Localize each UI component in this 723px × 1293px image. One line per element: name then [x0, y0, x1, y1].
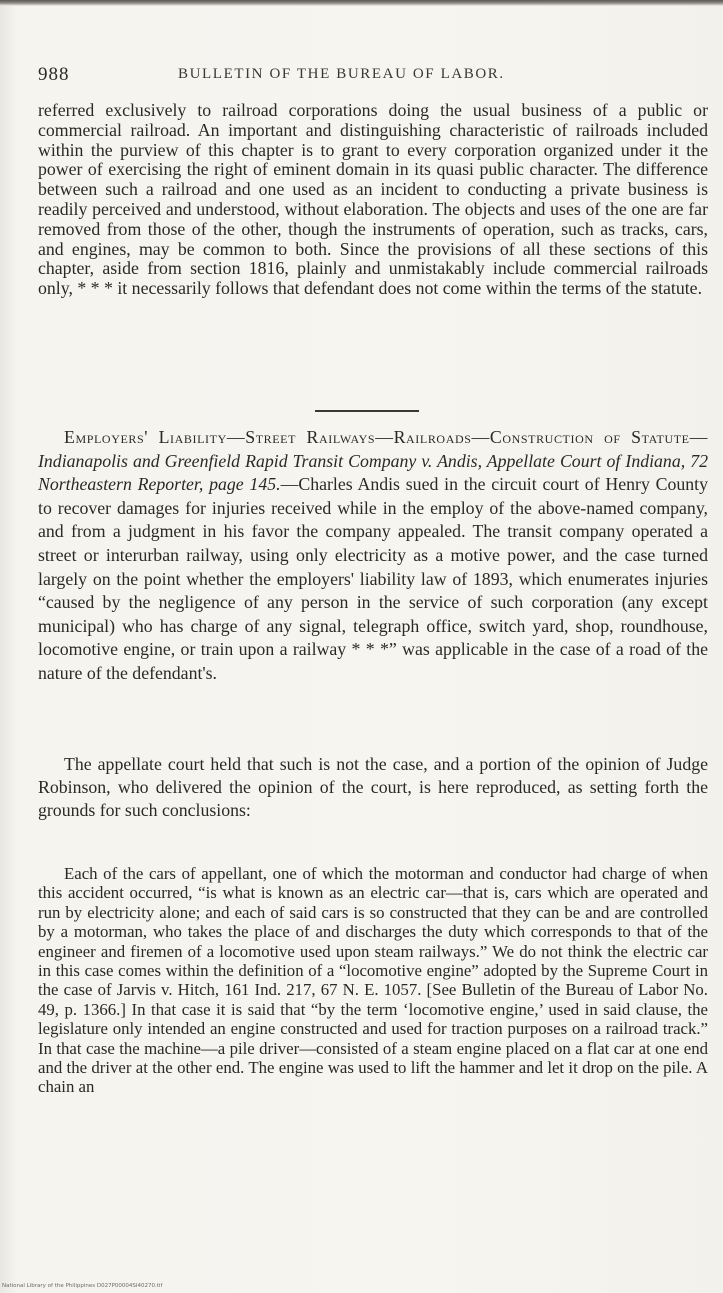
- section-divider: [315, 410, 419, 412]
- running-head: BULLETIN OF THE BUREAU OF LABOR.: [178, 66, 505, 82]
- case-heading: Employers' Liability—Street Railways—Railroads—Construction of Statute—: [64, 427, 708, 447]
- paragraph-continued: referred exclusively to railroad corporations doing the usual business of a public or commercial railroad. An important and distinguishing characteristic of railroads included within the purview of this chapter is to grant to every corporation organized under it the power of exercising the right of eminent domain in its quasi public character. The difference between such a railroad and one used as an incident to conducting a private business is readily perceived and understood, without elaboration. The objects and uses of the one are far removed from those of the other, though the instruments of operation, such as tracks, cars, and engines, may be common to both. Since the provisions of all these sections of this chapter, aside from section 1816, plainly and unmistakably include commercial railroads only, * * * it necessarily follows that defendant does not come within the terms of the statute.: [38, 100, 708, 299]
- scan-source-mark: National Library of the Philippines D027P00004SI40270.tif: [2, 1283, 163, 1289]
- court-held-paragraph: The appellate court held that such is not the case, and a portion of the opinion of Judge Robinson, who delivered the opinion of the court, is here reproduced, as setting forth the grounds for such conclusions:: [38, 754, 708, 821]
- case-paragraph: [38, 426, 708, 686]
- case-citation: Indianapolis and Greenfield Rapid Transit Company v. Andis, Appellate Court of Indiana, 72 Northeastern Reporter, page 145.: [38, 450, 708, 495]
- opinion-excerpt: Each of the cars of appellant, one of which the motorman and conductor had charge of when this accident occurred, “is what is known as an electric car—that is, cars which are operated and run by electricity alone; and each of said cars is so constructed that they can be and are controlled by a motorman, who takes the place of and discharges the duty which corresponds to that of the engineer and firemen of a locomotive used upon steam railways.” We do not think the electric car in this case comes within the definition of a “locomotive engine” adopted by the Supreme Court in the case of Jarvis v. Hitch, 161 Ind. 217, 67 N. E. 1057. [See Bulletin of the Bureau of Labor No. 49, p. 1366.] In that case it is said that “by the term ‘locomotive engine,’ used in said clause, the legislature only intended an engine constructed and used for traction purposes on a railroad track.” In that case the machine—a pile driver—consisted of a steam engine placed on a flat car at one end and the driver at the other end. The engine was used to lift the hammer and let it drop on the pile. A chain an: [38, 864, 708, 1097]
- page-header: [38, 64, 708, 88]
- page-number: 988: [38, 64, 70, 85]
- page-top-edge: [0, 0, 723, 6]
- case-summary: —Charles Andis sued in the circuit court of Henry County to recover damages for injuries received while in the employ of the above-named company, and from a judgment in his favor the company appealed. The transit company operated a street or interurban railway, using only electricity as a motive power, and the case turned largely on the point whether the employers' liability law of 1893, which enumerates injuries “caused by the negligence of any person in the service of such corporation (any except municipal) who has charge of any signal, telegraph office, switch yard, shop, roundhouse, locomotive engine, or train upon a railway * * *” was applicable in the case of a road of the nature of the defendant's.: [38, 474, 708, 683]
